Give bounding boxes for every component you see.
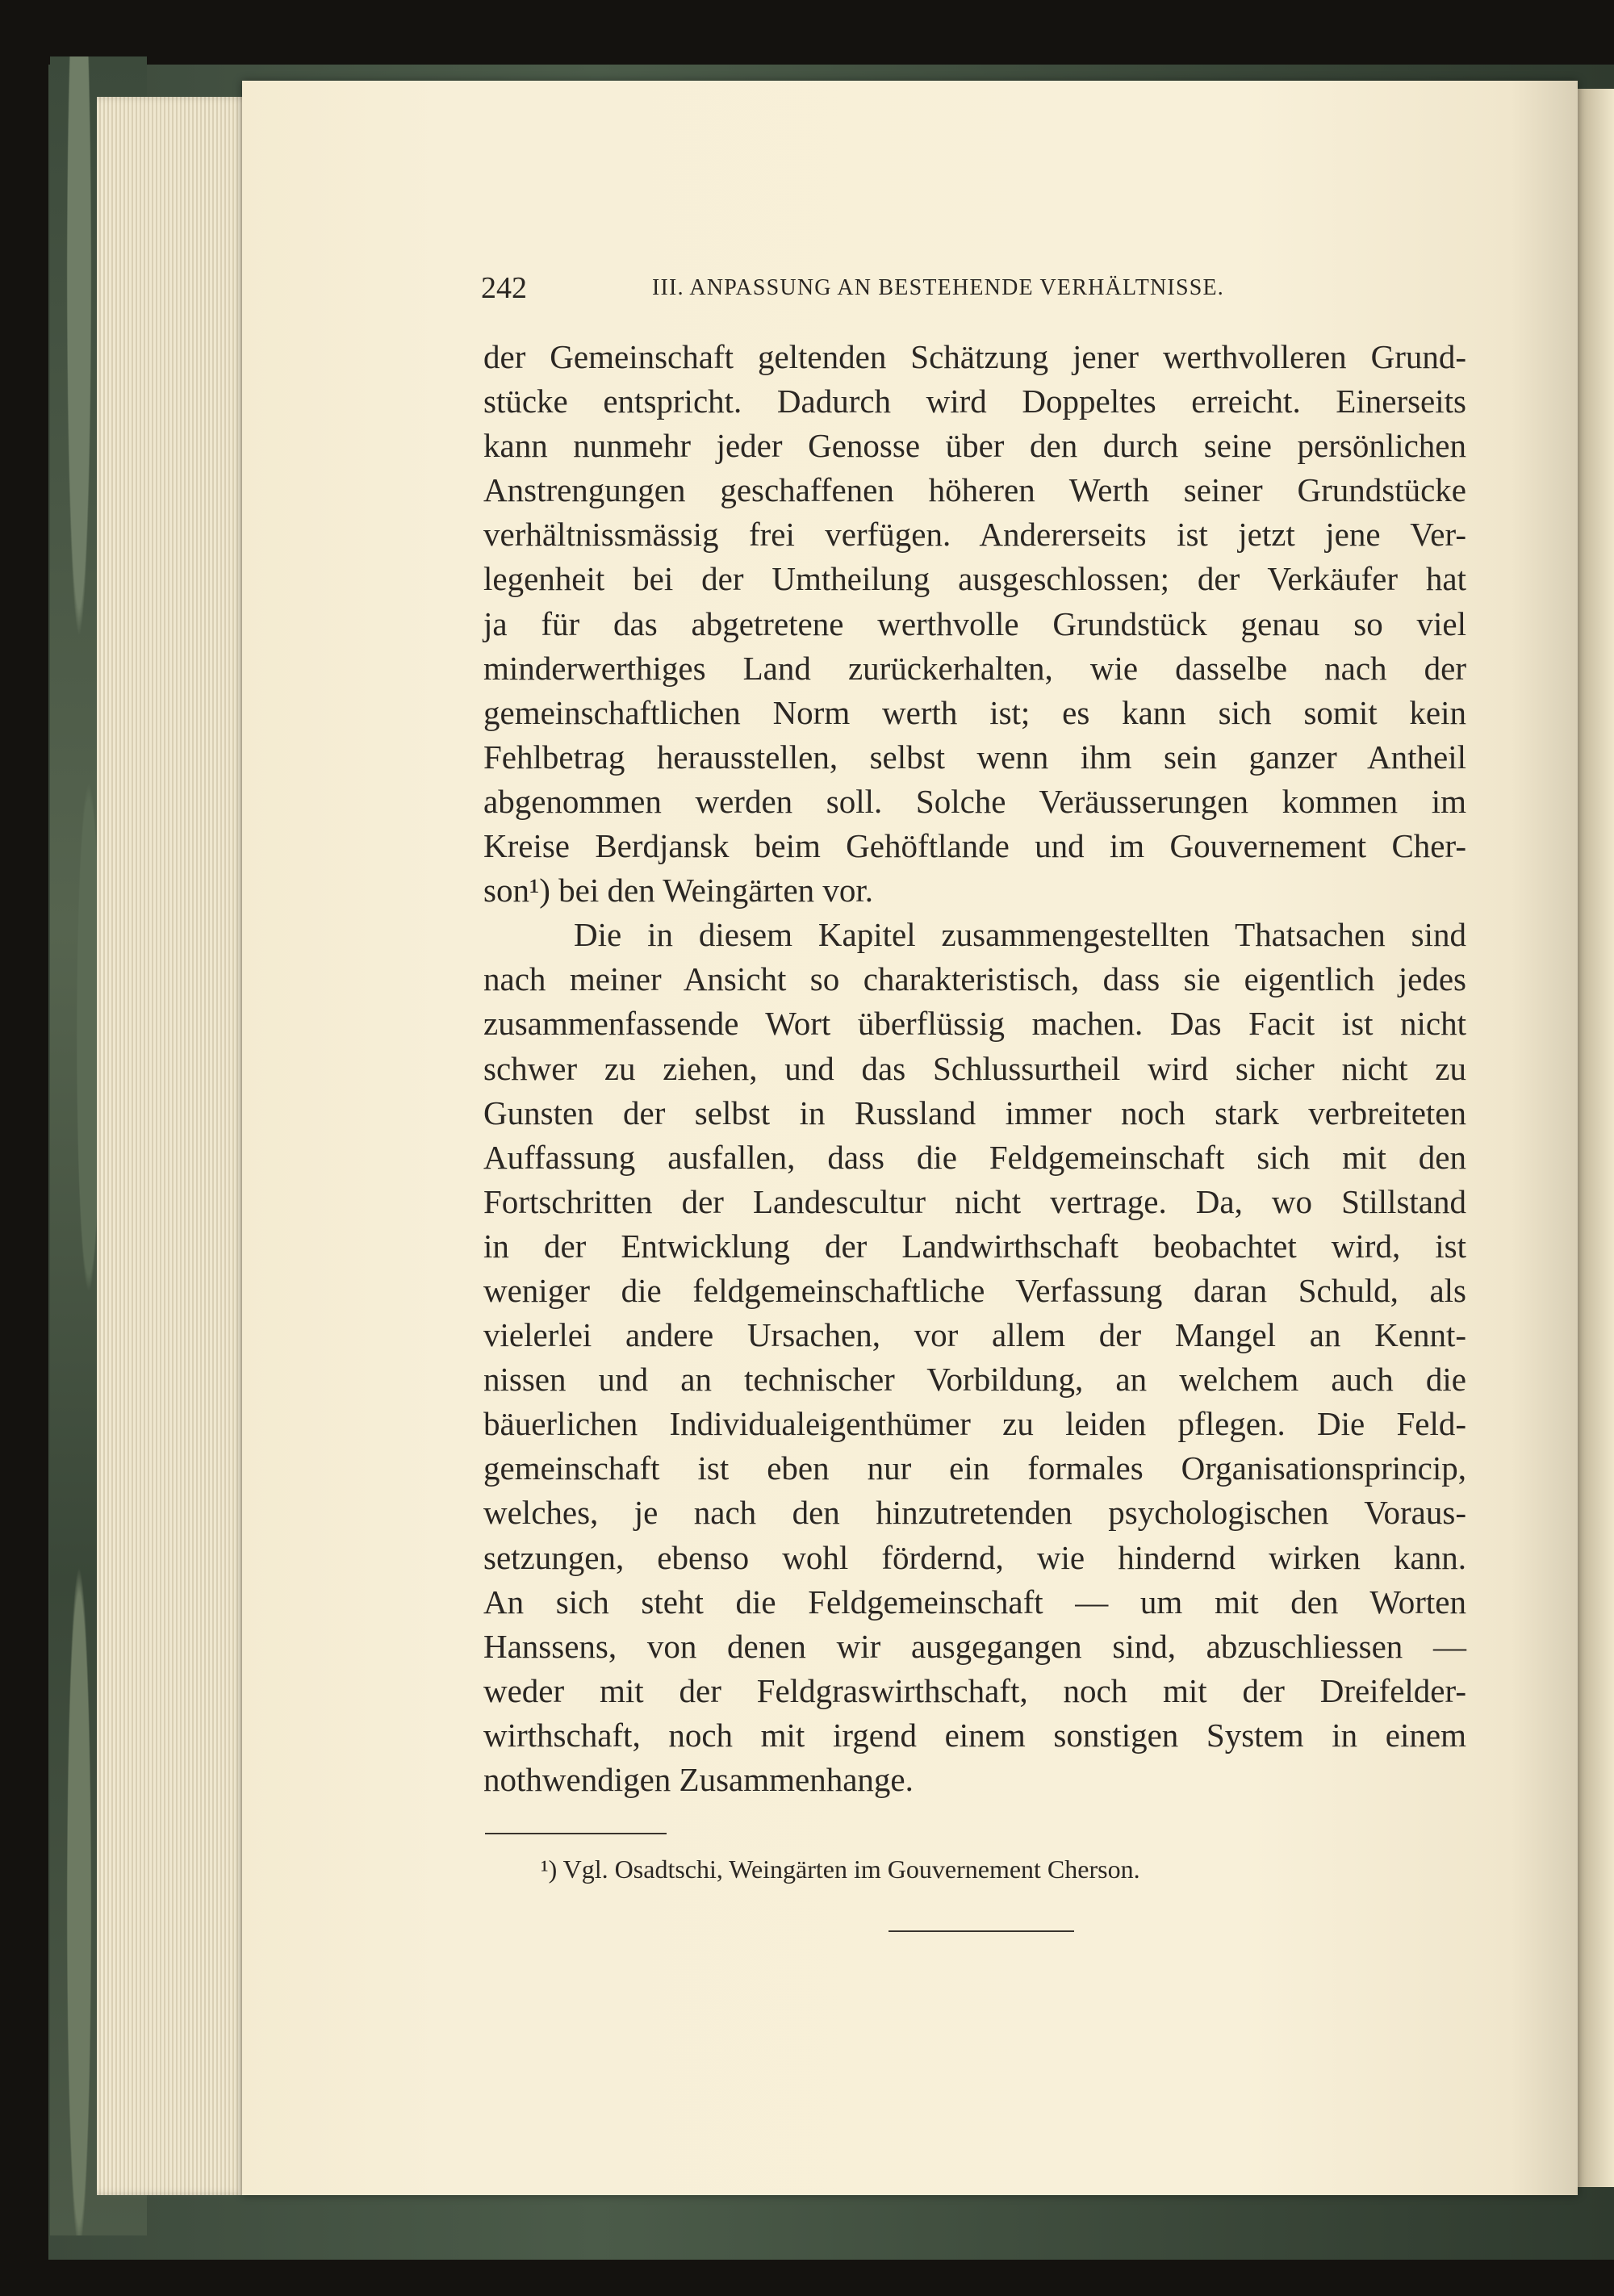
text-line: nach meiner Ansicht so charakteristisch, dass sie eigentlich jedes: [483, 960, 1466, 998]
page-number: 242: [481, 271, 527, 305]
footnote-divider: [485, 1833, 667, 1834]
text-line: Kreise Berdjansk beim Gehöftlande und im Gouvernement Cher-: [483, 827, 1466, 865]
text-line: welches, je nach den hinzutretenden psychologischen Voraus-: [483, 1494, 1466, 1532]
text-line: kann nunmehr jeder Genosse über den durch seine persönlichen: [483, 427, 1466, 465]
text-line: legenheit bei der Umtheilung ausgeschlossen; der Verkäufer hat: [483, 560, 1466, 598]
text-line: Anstrengungen geschaffenen höheren Werth seiner Grundstücke: [483, 471, 1466, 509]
text-line: abgenommen werden soll. Solche Veräusserungen kommen im: [483, 782, 1466, 820]
text-line: zusammenfassende Wort überflüssig machen. Das Facit ist nicht: [483, 1005, 1466, 1043]
page-edges: [97, 97, 258, 2195]
text-line: nothwendigen Zusammenhange.: [483, 1761, 914, 1798]
chapter-title: III. ANPASSUNG AN BESTEHENDE VERHÄLTNISSE.: [652, 275, 1224, 300]
text-line: Fortschritten der Landescultur nicht vertrage. Da, wo Stillstand: [483, 1182, 1466, 1220]
footnote: ¹) Vgl. Osadtschi, Weingärten im Gouvernement Cherson.: [541, 1855, 1140, 1884]
text-line: minderwerthiges Land zurückerhalten, wie dasselbe nach der: [483, 649, 1466, 687]
text-line: vielerlei andere Ursachen, vor allem der Mangel an Kennt-: [483, 1316, 1466, 1354]
text-line: ja für das abgetretene werthvolle Grundstück genau so viel: [483, 604, 1466, 642]
text-line: son¹) bei den Weingärten vor.: [483, 872, 874, 910]
text-line: weniger die feldgemeinschaftliche Verfassung daran Schuld, als: [483, 1271, 1466, 1309]
text-line: verhältnissmässig frei verfügen. Andererseits ist jetzt jene Ver-: [483, 516, 1466, 554]
text-line: in der Entwicklung der Landwirthschaft beobachtet wird, ist: [483, 1227, 1466, 1265]
text-line: setzungen, ebenso wohl fördernd, wie hindernd wirken kann.: [483, 1538, 1466, 1576]
text-line: nissen und an technischer Vorbildung, an welchem auch die: [483, 1361, 1466, 1399]
text-line: An sich steht die Feldgemeinschaft — um mit den Worten: [483, 1583, 1466, 1621]
text-line: Gunsten der selbst in Russland immer noch stark verbreiteten: [483, 1094, 1466, 1131]
text-line: bäuerlichen Individualeigenthümer zu leiden pflegen. Die Feld-: [483, 1405, 1466, 1443]
next-page-edge: [1578, 89, 1614, 2187]
text-line: Die in diesem Kapitel zusammengestellten Thatsachen sind: [574, 916, 1466, 954]
text-line: gemeinschaftlichen Norm werth ist; es kann sich somit kein: [483, 693, 1466, 731]
running-head: [481, 270, 1320, 311]
text-line: Auffassung ausfallen, dass die Feldgemeinschaft sich mit den: [483, 1138, 1466, 1176]
text-line: schwer zu ziehen, und das Schlussurtheil wird sicher nicht zu: [483, 1049, 1466, 1087]
text-line: gemeinschaft ist eben nur ein formales Organisationsprincip,: [483, 1449, 1466, 1487]
end-divider: [889, 1930, 1074, 1932]
text-line: stücke entspricht. Dadurch wird Doppeltes erreicht. Einerseits: [483, 383, 1466, 420]
text-line: der Gemeinschaft geltenden Schätzung jener werthvolleren Grund-: [483, 338, 1466, 375]
text-line: wirthschaft, noch mit irgend einem sonstigen System in einem: [483, 1716, 1466, 1754]
body-text: [483, 335, 1466, 1802]
text-line: weder mit der Feldgraswirthschaft, noch mit der Dreifelder-: [483, 1671, 1466, 1709]
text-line: Hanssens, von denen wir ausgegangen sind, abzuschliessen —: [483, 1627, 1466, 1665]
text-line: Fehlbetrag herausstellen, selbst wenn ihm sein ganzer Antheil: [483, 738, 1466, 776]
